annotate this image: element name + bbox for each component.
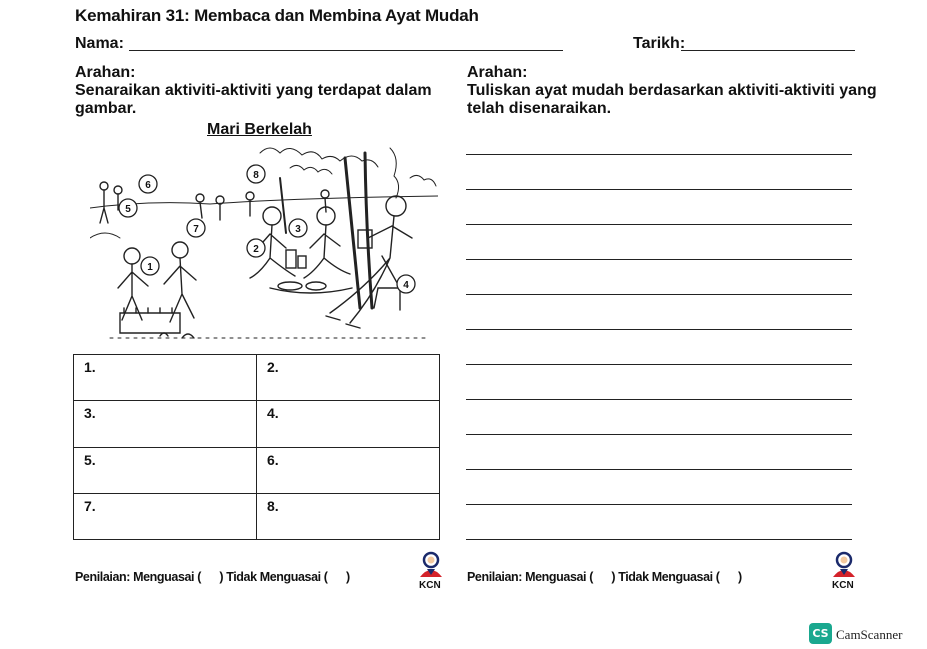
scene-marker-1: 1 [147,262,153,273]
writing-line[interactable] [466,154,852,155]
table-cell-2[interactable]: 2. [257,355,440,401]
writing-line[interactable] [466,329,852,330]
scene-marker-7: 7 [193,224,199,235]
writing-line[interactable] [466,539,852,540]
camscanner-badge-icon: CS [809,623,832,644]
right-assessment: Penilaian: Menguasai ( ) Tidak Menguasai ( ) [467,570,742,584]
kcn-logo-text: KCN [419,580,441,591]
writing-line[interactable] [466,259,852,260]
right-instruction-line1: Tuliskan ayat mudah berdasarkan aktiviti-aktiviti yang [467,82,877,99]
right-heading: Arahan: [467,64,528,81]
kcn-logo-icon [829,551,859,579]
writing-line[interactable] [466,364,852,365]
table-row [74,401,440,447]
table-row [74,355,440,401]
scene-marker-3: 3 [295,224,301,235]
table-cell-8[interactable]: 8. [257,493,440,539]
table-cell-4[interactable]: 4. [257,401,440,447]
table-cell-5[interactable]: 5. [74,447,257,493]
left-instruction-line2: gambar. [75,100,137,117]
scene-marker-5: 5 [125,204,131,215]
scene-marker-4: 4 [403,280,409,291]
writing-line[interactable] [466,294,852,295]
writing-line[interactable] [466,434,852,435]
table-row [74,493,440,539]
left-assessment: Penilaian: Menguasai ( ) Tidak Menguasai ( ) [75,570,350,584]
tarikh-label: Tarikh: [633,35,686,52]
right-instruction-line2: telah disenaraikan. [467,100,612,117]
kcn-logo-text: KCN [832,580,854,591]
left-heading: Arahan: [75,64,136,81]
table-cell-7[interactable]: 7. [74,493,257,539]
table-cell-1[interactable]: 1. [74,355,257,401]
scene-title: Mari Berkelah [207,121,312,138]
scene-marker-6: 6 [145,180,151,191]
nama-label: Nama: [75,35,124,52]
table-row [74,447,440,493]
picnic-illustration [90,138,438,350]
writing-line[interactable] [466,399,852,400]
left-instruction-line1: Senaraikan aktiviti-aktiviti yang terdapat dalam [75,82,432,99]
worksheet-title: Kemahiran 31: Membaca dan Membina Ayat Mudah [75,6,479,25]
activity-table [73,354,440,540]
camscanner-text: CamScanner [836,627,903,642]
tarikh-field[interactable] [681,50,855,51]
writing-line[interactable] [466,189,852,190]
writing-line[interactable] [466,224,852,225]
kcn-logo-icon [416,551,446,579]
table-cell-3[interactable]: 3. [74,401,257,447]
writing-line[interactable] [466,469,852,470]
scene-marker-8: 8 [253,170,259,181]
writing-line[interactable] [466,504,852,505]
scene-marker-2: 2 [253,244,259,255]
nama-field[interactable] [129,50,563,51]
table-cell-6[interactable]: 6. [257,447,440,493]
